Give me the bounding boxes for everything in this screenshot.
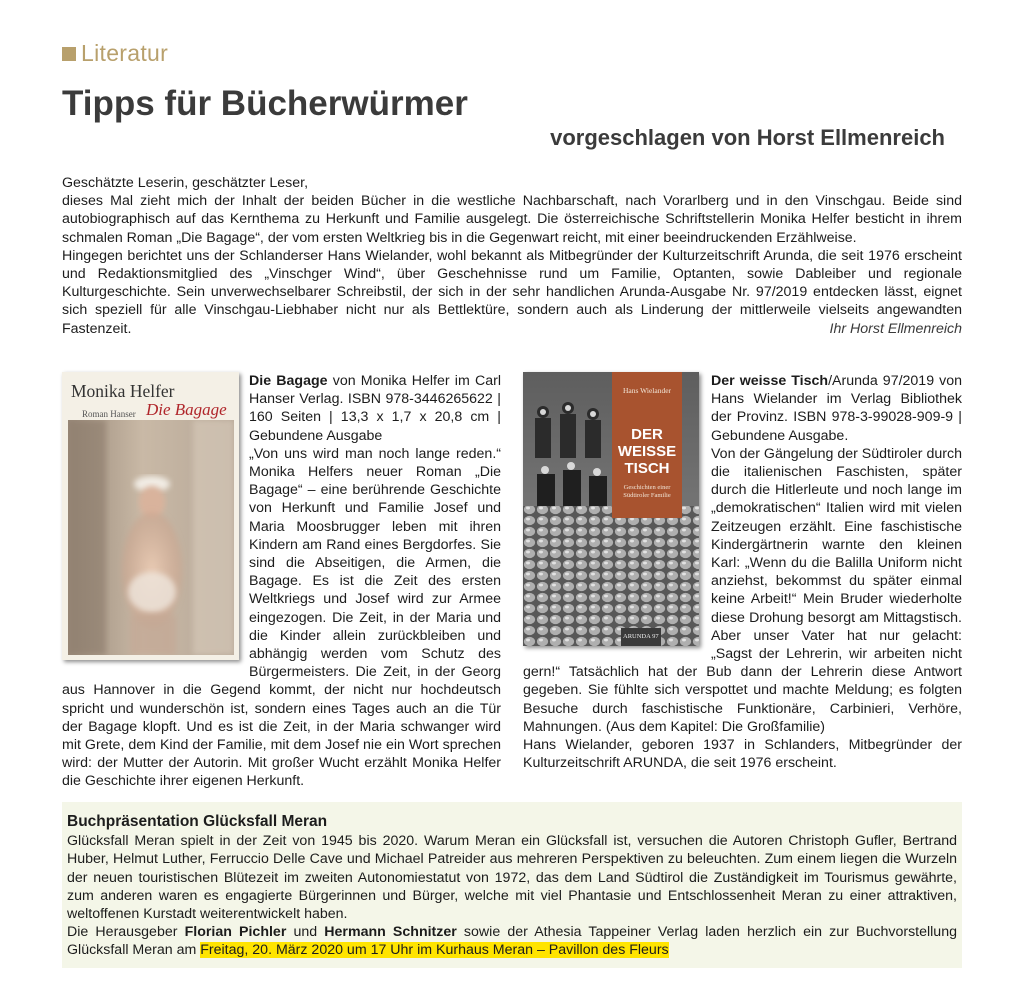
presentation-invite — [67, 923, 957, 959]
book1-details: von Monika Helfer im Carl Hanser Verlag. ISBN 978-3446265622 | 160 Seiten | 13,3 x 1,7 x 20,8 cm | Gebundene Ausgabe — [249, 373, 501, 444]
event-date-highlight: Freitag, 20. März 2020 um 17 Uhr im Kurhaus Meran – Pavillon des Fleurs — [200, 942, 669, 959]
cover-publisher: Roman Hanser — [82, 409, 136, 419]
cover-title: Die Bagage — [146, 400, 227, 419]
intro-paragraph-2: Hingegen berichtet uns der Schlanderser Hans Wielander, wohl bekannt als Mitbegründer der Kulturzeitschrift Arunda, die seit 1976 erscheint und Redaktionsmitglied des „Vinschger Wind“, über Geschehnisse rund um Familie, Optanten, sowie Dableiber und regionale Kulturgeschichte. Sein unverwechselbarer Schreibstil, der sich in der sehr handlichen Arunda-Ausgabe Nr. 97/2019 entdecken lässt, eignet sich speziell für alle Vinschgau-Liebhaber nicht nur als Bettlektüre, sondern auch als Linderung der mittlerweile vielseits angewandten Fastenzeit. — [62, 247, 962, 337]
book-review-weisse-tisch — [523, 372, 962, 772]
invite-middle: sowie der Athesia Tappeiner Verlag laden herzlich ein zur Buchvorstellung Glücksfall Meran am — [67, 924, 957, 959]
page-subtitle: vorgeschlagen von Horst Ellmenreich — [550, 125, 945, 150]
book2-details: /Arunda 97/2019 von Hans Wielander im Verlag Bibliothek der Provinz. ISBN 978-3-99028-909-9 | Gebundene Ausgabe. — [711, 373, 962, 444]
cover-author: Hans Wielander — [622, 386, 672, 395]
intro-paragraph-1: dieses Mal zieht mich der Inhalt der beiden Bücher in die westliche Nachbarschaft, nach Vorarlberg und in den Vinschgau. Beide sind autobiographisch auf das Kernthema zu Herkunft und Familie ausgelegt. Die österreichische Schriftstellerin Monika Helfer besticht in ihrem schmalen Roman „Die Bagage“, der vom ersten Weltkrieg bis in die Gegenwart reicht, mit einer beeindruckenden Erzählweise. — [62, 193, 962, 246]
book2-title: Der weisse Tisch — [711, 373, 829, 389]
editor-2: Hermann Schnitzer — [324, 924, 457, 941]
book1-text: „Von uns wird man noch lange reden.“ Monika Helfers neuer Roman „Die Bagage“ – eine berührende Geschichte von Herkunft und Familie Josef und Maria Moosbrugger leben mit ihren Kindern am Rand eines Bergdorfes. Sie sind die Abseitigen, die Armen, die Bagage. Es ist die Zeit des ersten Weltkriegs und Josef wird zur Armee eingezogen. Die Zeit, in der Maria und die Kinder allein zurückbleiben und abhängig werden vom Schutz des Bürgermeisters. Die Zeit, in der Georg aus Hannover in die Gegend kommt, der nicht nur hochdeutsch spricht und wunderschön ist, sondern eines Tages auch an die Tür der Bagage klopft. Und es ist die Zeit, in der Maria schwanger wird mit Grete, dem Kind der Familie, mit dem Josef nie ein Wort sprechen wird: der Mutter der Autorin. Mit großer Wucht erzählt Monika Helfer die Geschichte ihrer eigenen Herkunft. — [62, 445, 501, 790]
book-cover-bagage — [62, 372, 239, 660]
book-cover-weisse-tisch — [523, 372, 699, 646]
book2-text: Von der Gängelung der Südtiroler durch die italienischen Faschisten, später durch die Hitlerleute und noch lange im „demokratischen“ Italien wird mit vielen Zeitzeugen erzählt. Eine faschistische Kindergärtnerin warnte den kleinen Karl: „Wenn du die Balilla Uniform nicht anziehst, bekommst du später einmal keine Arbeit!“ Mein Bruder wiederholte diese Drohung besorgt am Mittagstisch. Aber unser Vater hat nur gelacht: „Sagst der Lehrerin, wir arbeiten nicht gern!“ Tatsächlich hat der Bub dann der Lehrerin diese Antwort gegeben. Sie fühlte sich verspottet und machte Meldung; es folgten Besuche durch faschistische Funktionäre, Carbinieri, Verhöre, Mahnungen. (Aus dem Kapitel: Die Großfamilie) — [523, 445, 962, 735]
editor-1: Florian Pichler — [184, 924, 287, 941]
book-presentation-box — [62, 802, 962, 968]
invite-and: und — [286, 924, 325, 941]
invite-prefix: Die Herausgeber — [67, 924, 185, 941]
book-review-bagage — [62, 372, 501, 791]
cover-author: Monika Helfer — [71, 381, 175, 401]
section-square-icon — [62, 47, 76, 61]
cover-title — [612, 426, 682, 477]
book1-title: Die Bagage — [249, 373, 328, 389]
presentation-heading: Buchpräsentation Glücksfall Meran — [67, 813, 328, 830]
section-label: Literatur — [81, 40, 169, 66]
cover-title-line1: DER — [631, 426, 663, 443]
cover-publisher: ARUNDA 97 — [621, 628, 661, 646]
intro-text — [62, 174, 962, 338]
cover-title-line3: TISCH — [624, 460, 670, 477]
cover-title-panel — [612, 372, 682, 518]
page-title: Tipps für Bücherwürmer — [62, 84, 468, 123]
intro-greeting: Geschätzte Leserin, geschätzter Leser, — [62, 175, 309, 191]
book2-author-note: Hans Wielander, geboren 1937 in Schlanders, Mitbegründer der Kulturzeitschrift ARUNDA, die seit 1976 erscheint. — [523, 737, 962, 772]
cover-subtitle: Geschichten einer Südtiroler Familie — [623, 484, 671, 499]
presentation-text: Glücksfall Meran spielt in der Zeit von 1945 bis 2020. Warum Meran ein Glücksfall ist, versuchen die Autoren Christoph Gufler, Bertrand Huber, Helmut Luther, Ferruccio Delle Cave und Michael Patreider aus mehreren Perspektiven zu beleuchten. Zum einem liegen die Wurzeln der neuen touristischen Blütezeit im zweiten Autonomiestatut von 1972, das dem Land Südtirol die Zuständigkeit im Tourismus gewährte, zum anderen waren es engagierte Bürgerinnen und Bürger, welche mit viel Phantasie und Entschlossenheit Meran zu einer attraktiven, weltoffenen Kurstadt weiterentwickelt haben. — [67, 833, 957, 923]
cover-title-line2: WEISSE — [617, 443, 677, 460]
cover-painting-image — [68, 420, 234, 655]
section-tag — [62, 40, 168, 67]
intro-signature: Ihr Horst Ellmenreich — [829, 320, 962, 337]
